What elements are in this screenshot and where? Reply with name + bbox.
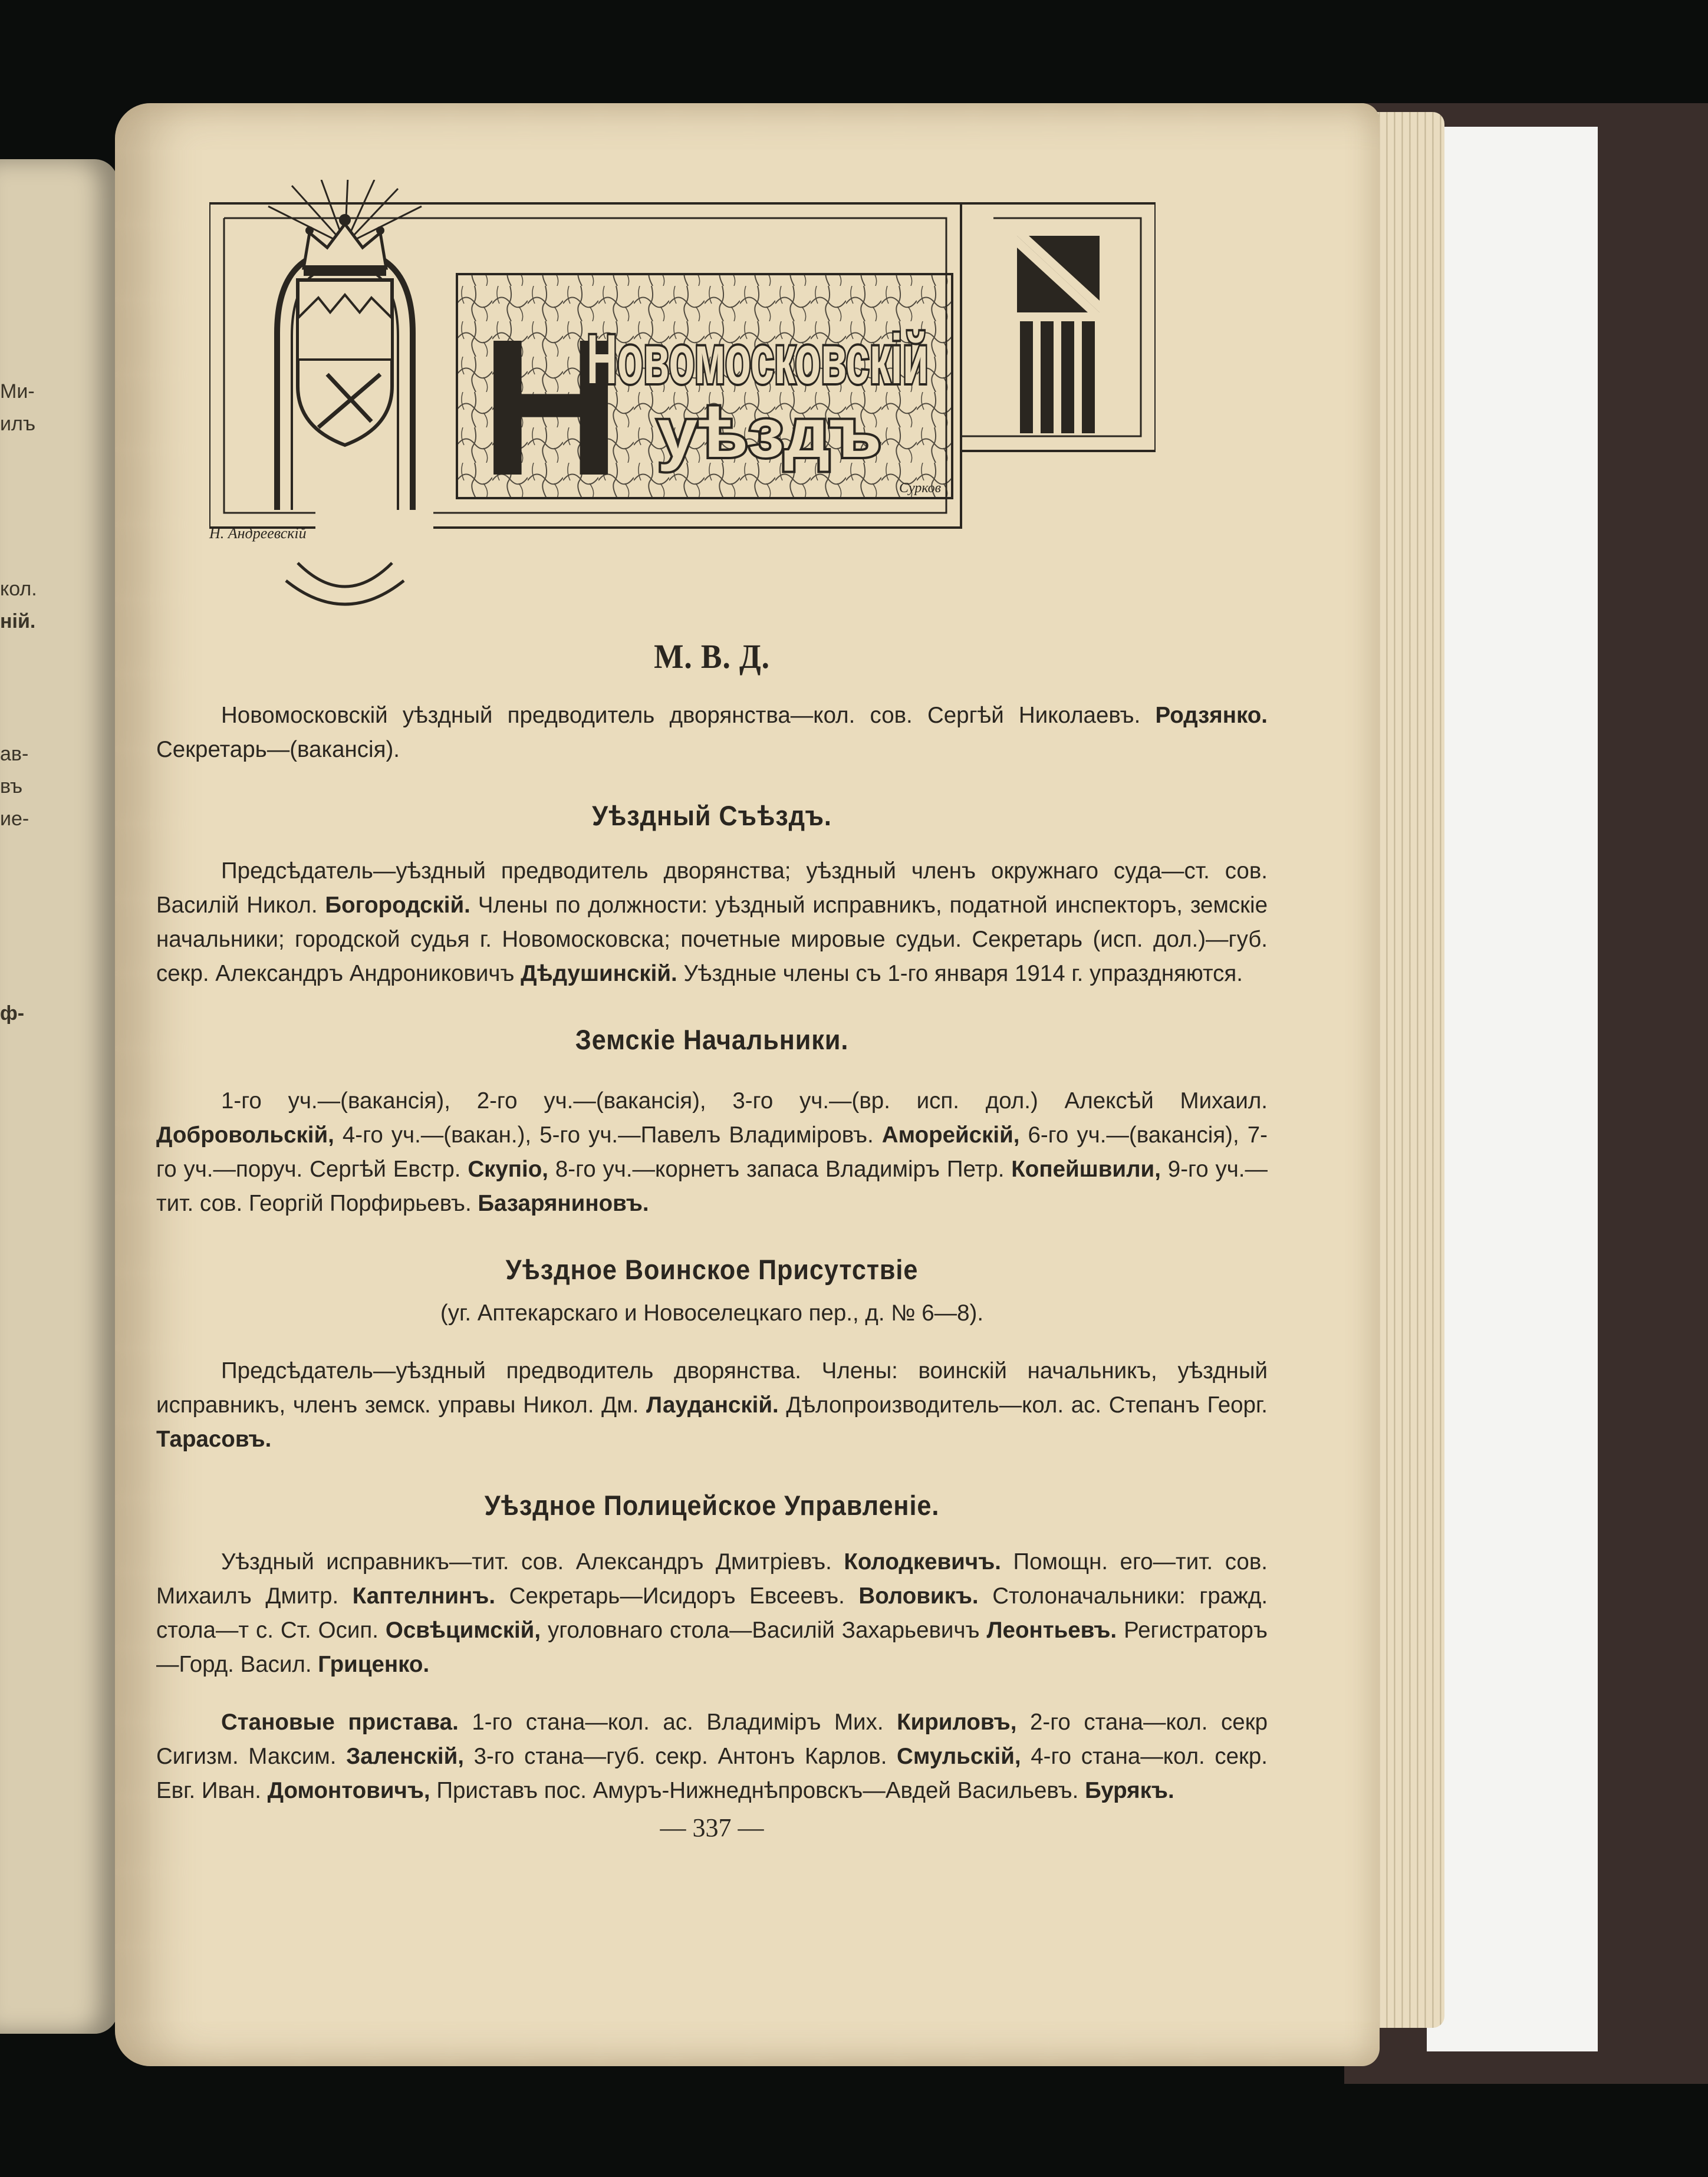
paragraph-policeiskoe: Уѣздный исправникъ—тит. сов. Александръ Дмитріевъ. Колодкевичъ. Помощн. его—тит. сов. Михаилъ Дмитр. Каптелнинъ. Секретарь—Исидоръ Евсеевъ. Воловикъ. Столоначальники: гражд. стола—т с. Ст. Осип. Освѣцимскій, уголовнаго стола—Василій Захарьевичъ Леонтьевъ. Регистраторъ—Горд. Васил. Гриценко. bbox=[156, 1549, 1268, 1677]
artist-signature-right: Сурков bbox=[899, 480, 942, 496]
inserted-white-sheet bbox=[1427, 127, 1598, 2051]
paragraph-voinskoe: Предсѣдатель—уѣздный предводитель дворянства. Члены: воинскій начальникъ, уѣздный исправникъ, членъ земск. управы Никол. Дм. Лауданскій. Дѣлопроизводитель—кол. ас. Степанъ Георг. Тарасовъ. bbox=[156, 1358, 1268, 1452]
left-fragment: ф- bbox=[0, 1002, 25, 1025]
paragraph-stanovye-pristava: Становые пристава. 1-го стана—кол. ас. Владиміръ Мих. Кириловъ, 2-го стана—кол. секр Сигизм. Максим. Заленскій, 3-го стана—губ. секр. Антонъ Карлов. Смульскій, 4-го стана—кол. секр. Евг. Иван. Домонтовичъ, Приставъ пос. Амуръ-Нижнеднѣпровскъ—Авдей Васильевъ. Бурякъ. bbox=[156, 1710, 1268, 1803]
page-number: — 337 — bbox=[660, 1813, 764, 1842]
district-flag-icon bbox=[1017, 236, 1100, 433]
banner-initial-letter: Н bbox=[481, 298, 621, 516]
left-fragment: илъ bbox=[0, 413, 36, 435]
artist-signature-left: Н. Андреевскій bbox=[209, 525, 307, 542]
section-heading-voinskoe: Уѣздное Воинское Присутствіе bbox=[505, 1254, 919, 1285]
paragraph-zemskie: 1-го уч.—(вакансія), 2-го уч.—(вакансія), 3-го уч.—(вр. исп. дол.) Алексѣй Михаил. Добровольскій, 4-го уч.—(вакан.), 5-го уч.—Павелъ Владиміровъ. Аморейскій, 6-го уч.—(вакансія), 7-го уч.—поруч. Сергѣй Евстр. Скупіо, 8-го уч.—корнетъ запаса Владиміръ Петр. Копейшвили, 9-го уч.—тит. сов. Георгій Порфирьевъ. Базаряниновъ. bbox=[156, 1088, 1268, 1216]
paragraph-mvd: Новомосковскій уѣздный предводитель дворянства—кол. сов. Сергѣй Николаевъ. Родзянко. Секретарь—(вакансія). bbox=[156, 703, 1268, 762]
left-fragment: ав- bbox=[0, 743, 29, 765]
address-voinskoe: (уг. Аптекарскаго и Новоселецкаго пер., д. № 6—8). bbox=[440, 1300, 984, 1326]
section-heading-mvd: М. В. Д. bbox=[654, 637, 770, 676]
crown-icon bbox=[304, 214, 386, 276]
left-fragment: въ bbox=[0, 775, 23, 798]
header-banner bbox=[209, 180, 1156, 610]
coat-of-arms-shield-icon bbox=[298, 280, 392, 445]
facing-page-edge bbox=[0, 159, 118, 2034]
section-heading-policeiskoe: Уѣздное Полицейское Управленіе. bbox=[484, 1490, 940, 1521]
left-fragment: ній. bbox=[0, 610, 36, 633]
left-fragment: ие- bbox=[0, 808, 29, 830]
section-heading-zemskie: Земскіе Начальники. bbox=[575, 1024, 849, 1055]
banner-title-line2: уѣздъ bbox=[657, 394, 881, 472]
left-fragment: кол. bbox=[0, 578, 37, 600]
paragraph-uezdny-sezd: Предсѣдатель—уѣздный предводитель дворянства; уѣздный членъ окружнаго суда—ст. сов. Василій Никол. Богородскій. Члены по должности: уѣздный исправникъ, податной инспекторъ, земскіе начальники; городской судья г. Новомосковска; почетные мировые судьи. Секретарь (исп. дол.)—губ. секр. Александръ Андрониковичъ Дѣдушинскій. Уѣздные члены съ 1-го января 1914 г. упраздняются. bbox=[156, 858, 1268, 986]
banner-title-line1: Новомосковскій bbox=[587, 321, 929, 398]
section-heading-uezdny-sezd: Уѣздный Съѣздъ. bbox=[592, 800, 832, 831]
page-content bbox=[156, 637, 1268, 1843]
left-fragment: Ми- bbox=[0, 380, 35, 403]
